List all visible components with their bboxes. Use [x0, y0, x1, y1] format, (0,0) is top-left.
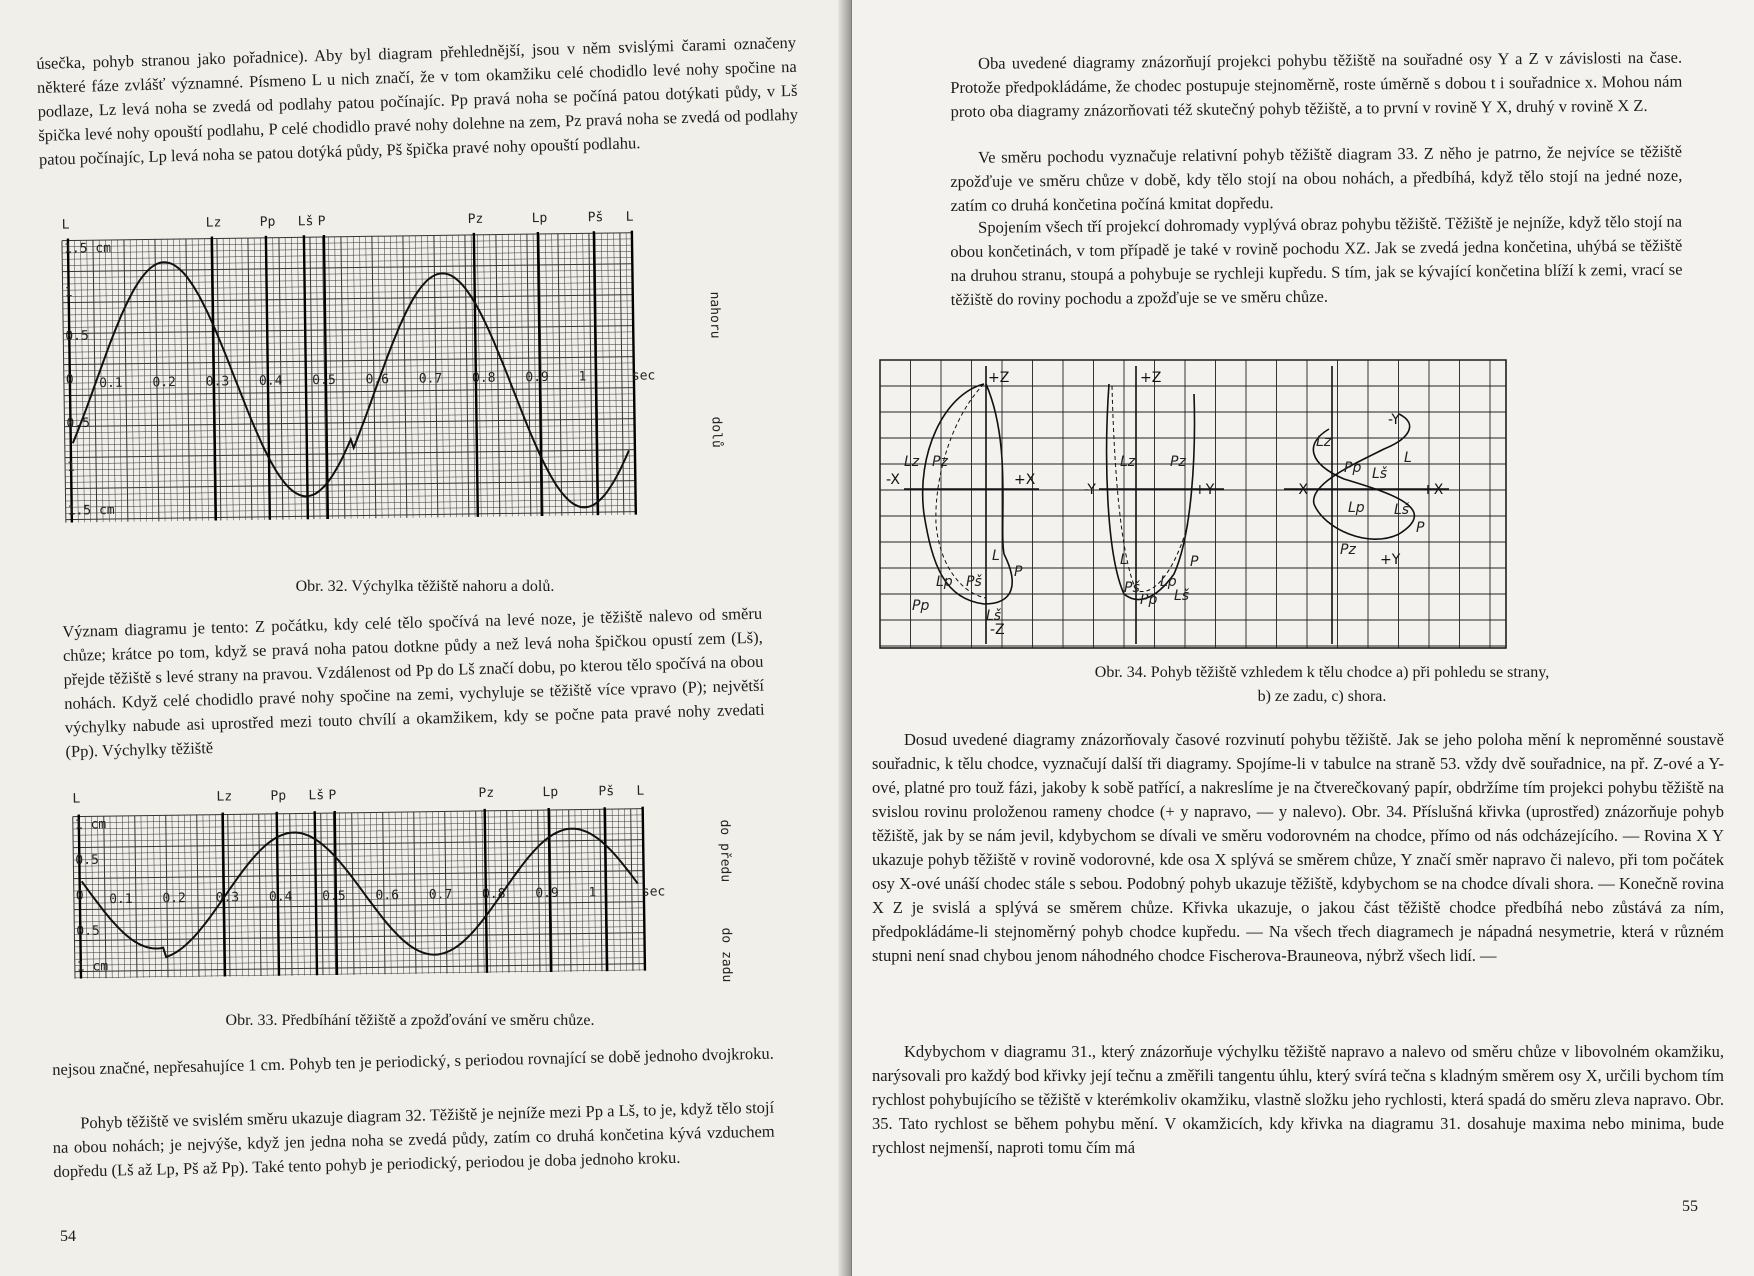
grid-line	[618, 809, 620, 971]
y-tick-label: 1.5 cm	[63, 240, 112, 257]
fig34-a-label-5: Lz	[904, 454, 920, 470]
side-label-forward: do předu	[716, 819, 733, 883]
grid-line	[87, 240, 91, 522]
grid-line	[564, 234, 568, 516]
x-tick-label: 1	[578, 369, 587, 385]
grid-line	[420, 812, 422, 974]
x-tick-label: 0.6	[375, 888, 400, 904]
figure-34-center-of-mass-paths	[874, 354, 1514, 654]
grid-line	[248, 238, 252, 520]
x-tick-label: 1	[588, 885, 597, 901]
fig34-a-label-12: L	[992, 548, 1000, 564]
x-tick-label: 0.3	[205, 374, 230, 390]
grid-line	[254, 238, 258, 520]
grid-line	[153, 816, 155, 978]
right-page	[852, 0, 1754, 1276]
x-tick-label: 0.8	[471, 370, 496, 386]
fig34-b-label-11: L	[1120, 552, 1128, 568]
x-tick-label: 0.9	[525, 369, 549, 386]
grid-line	[496, 235, 500, 517]
grid-line	[397, 236, 401, 518]
grid-line	[446, 235, 450, 517]
side-label-up: nahoru	[706, 291, 723, 339]
phase-label: Pš	[598, 784, 615, 800]
grid-line	[296, 814, 298, 976]
grid-line	[581, 810, 583, 972]
fig34-b-label-10: P	[1190, 554, 1199, 570]
y-tick-label: 0.5	[66, 415, 91, 432]
phase-label: L	[636, 784, 645, 799]
paragraph-vertical-motion: Pohyb těžiště ve svislém směru ukazuje diagram 32. Těžiště je nejníže mezi Pp a Lš, to je, když tělo stojí na obou nohách; je nejvýše, když jen jedna noha se zvedá půdy, zatím co druhá končetina kývá vzduchem dopředu (Lš až Lp, Pš až Pp). Také tento pohyb je periodický, periodou je doba jednoho kroku.	[52, 1097, 775, 1181]
side-label-down: dolů	[708, 416, 724, 448]
phase-label: L	[72, 791, 81, 807]
phase-label: Lš	[297, 214, 314, 230]
grid-line	[192, 239, 196, 521]
grid-line	[465, 235, 469, 517]
grid-line	[563, 810, 565, 972]
y-tick-label: 1	[64, 285, 73, 301]
figure-32-caption: Obr. 32. Výchylka těžiště nahoru a dolů.	[295, 578, 555, 595]
grid-line	[600, 809, 602, 971]
grid-line	[408, 812, 410, 974]
grid-line	[85, 816, 87, 978]
figure-33-forward-lag	[66, 784, 756, 1016]
phase-label: Lp	[531, 210, 548, 227]
grid-line	[358, 813, 360, 975]
x-tick-label: 0.4	[258, 373, 283, 389]
fig34-b-label-8: Pp	[1140, 592, 1158, 608]
y-tick-label: 1 cm	[74, 817, 107, 833]
grid-line	[401, 812, 403, 974]
fig34-c-label-6: Pp	[1344, 460, 1362, 476]
grid-line	[614, 233, 618, 515]
grid-line	[459, 235, 463, 517]
grid-line	[370, 812, 372, 974]
grid-line	[558, 234, 562, 516]
y-tick-label: 1	[67, 459, 76, 475]
x-tick-label: 0.6	[365, 372, 390, 388]
x-tick-label: 0.2	[162, 891, 187, 907]
phase-label: Pp	[259, 214, 276, 230]
fig34-c-label-5: Lz	[1316, 434, 1332, 450]
fig34-c-label-11: P	[1416, 520, 1425, 536]
phase-label: L	[61, 217, 70, 233]
x-tick-label: 0.9	[535, 885, 559, 902]
paragraph-3: Spojením všech tří projekcí dohromady vyplývá obraz pohybu těžiště. Těžiště je nejníže, když tělo stojí na obou končetinách, v tom případě je také v rovině pochodu XZ. Jak se zvedá jedna končetina, uhýbá se těžiště na druhou stranu, stoupá a pohybuje se rychleji kupředu. S tím, jak se kývající končetina blíží k zemi, vrací se těžiště do roviny pochodu a zpožďuje se ve směru chůze.	[950, 211, 1683, 309]
grid-line	[229, 238, 233, 520]
fig34-a-label-4: -Z	[990, 622, 1005, 638]
phase-label: L	[625, 209, 634, 225]
y-tick-label: 0.5	[76, 923, 100, 940]
paragraph-meaning: Význam diagramu je tento: Z počátku, kdy celé tělo spočívá na levé noze, je těžiště nalevo od směru chůze; krátce po tom, když se pravá noha patou dotkne půdy a než levá noha špičkou opustí zem (Lš), přejde těžiště s levé strany na pravou. Vzdálenost od Pp do Lš značí dobu, po kterou tělo spočívá na obou nohách. Když celé chodidlo pravé nohy spočine na zemi, vychyluje se těžiště více vpravo (P); největší výchylky nabude asi uprostřed mezi touto chvílí a okamžikem, kdy se počne pata pravé nohy zvedati (Pp). Výchylky těžiště	[62, 603, 765, 761]
grid-line	[197, 815, 199, 977]
grid-line	[253, 814, 255, 976]
y-tick-label: 0.5	[75, 852, 99, 869]
phase-label: P	[328, 787, 337, 804]
y-tick-label: 0	[75, 888, 84, 904]
figure-32-vertical-displacement	[56, 206, 746, 576]
grid-line	[74, 240, 78, 522]
grid-line	[575, 810, 577, 972]
grid-line	[285, 238, 289, 520]
grid-line	[209, 815, 211, 977]
grid-line	[147, 816, 149, 978]
grid-line	[135, 816, 137, 978]
grid-line	[259, 814, 261, 976]
grid-line	[626, 233, 630, 515]
fig34-c-label-7: Lš	[1372, 466, 1388, 482]
figure-34-caption-1: Obr. 34. Pohyb těžiště vzhledem k tělu chodce a) při pohledu se strany,	[1094, 664, 1550, 681]
grid-line	[198, 239, 202, 521]
fig34-a-label-6: Pz	[932, 454, 948, 470]
grid-line	[476, 811, 478, 973]
x-tick-label: 0.3	[215, 890, 240, 906]
panel-b-back-view	[1099, 366, 1224, 644]
grid-line	[360, 236, 364, 518]
fig34-b-label-9: Lš	[1174, 588, 1190, 604]
fig34-c-label-9: Lp	[1348, 500, 1365, 516]
grid-line	[73, 817, 75, 979]
fig34-c-label-2: -X	[1294, 482, 1308, 498]
grid-line	[347, 237, 351, 519]
side-label-backward: do zadu	[718, 927, 735, 983]
page-number-right: 55	[1682, 1198, 1698, 1215]
figure-34-caption-2: b) ze zadu, c) shora.	[1257, 688, 1387, 705]
grid-line	[513, 810, 515, 972]
fig34-a-label-2: -X	[886, 472, 900, 488]
paragraph-4: Dosud uvedené diagramy znázorňovaly časové rozvinutí pohybu těžiště. Jak se jeho poloha mění k neproměnné soustavě souřadnic, k tělu chodce, vyznačují další tři diagramy. Spojíme-li v tabulce na straně 53. vždy dvě souřadnice, na př. Z-ové a Y-ové, platné pro touž fázi, jakoby k sobě patřící, a nakreslíme je na čtverečkovaný papír, obdržíme tím projekci pohybu těžiště na svislou rovinu proloženou rameny chodce (+ y napravo, — y nalevo). Obr. 34. Příslušná křivka (uprostřed) znázorňuje pohyb těžiště, jak by se nám jevil, kdybychom se dívali ve směru vodorovném na chodce, přímo od nás odcházejícího. — Rovina X Y ukazuje pohyb těžiště v rovině vodorovné, kde osa X splývá se směrem chůze, Y značí směr napravo či nalevo, při tom počátek osy X-ové unáší chodec stále s sebou. Podobný pohyb ukazuje těžiště, kdybychom se na chodce dívali shora. — Konečně rovina X Z je svislá a splývá se směrem chůze. Křivka ukazuje, o jakou část těžiště chodce předbíhá nebo zůstává za ním, předpokládáme-li stejnoměrný pohyb chodce kupředu. — Na všech třech diagramech je nápadná nesymetrie, která v různém stupni není snad chybou jenom náhodného chodce Fischerova-Brauneova, nýbrž všech lidí. —	[872, 730, 1724, 965]
panel-c-top-view	[1284, 366, 1449, 644]
grid-line	[141, 816, 143, 978]
x-tick-label: 0.1	[99, 375, 123, 392]
phase-label: Lz	[205, 215, 222, 231]
grid-line	[612, 809, 614, 971]
grid-line	[601, 233, 605, 515]
phase-label: Pz	[467, 211, 484, 227]
phase-line	[605, 807, 607, 971]
fig34-b-label-6: Lp	[1160, 574, 1177, 590]
fig34-a-label-1: +Z	[988, 370, 1010, 386]
fig34-a-label-8: Pš	[966, 574, 982, 590]
grid-line	[514, 234, 518, 516]
y-tick-label: 0.5	[65, 328, 89, 344]
fig34-a-label-9: Lš	[986, 608, 1002, 624]
fig34-b-label-2: -Y	[1084, 482, 1096, 498]
x-tick-label: 0.7	[428, 887, 453, 903]
fig34-b-label-7: Pš	[1124, 580, 1140, 596]
grid-line	[191, 815, 193, 977]
phase-line	[315, 811, 317, 975]
phase-label: Pz	[478, 785, 495, 801]
fig34-c-label-3: +X	[1422, 482, 1444, 498]
fig34-a-label-11: Pp	[912, 598, 930, 614]
grid-line	[607, 233, 611, 515]
y-tick-label: 0	[65, 372, 74, 388]
grid-line	[124, 240, 128, 522]
grid-line	[569, 810, 571, 972]
grid-line	[637, 809, 639, 971]
x-tick-label: 0.8	[481, 886, 506, 902]
x-tick-label: 0.2	[152, 375, 177, 391]
grid-line	[525, 810, 527, 972]
grid-line	[298, 237, 302, 519]
grid-line	[240, 814, 242, 976]
grid-line	[242, 238, 246, 520]
fig34-b-label-1: +Z	[1140, 370, 1162, 386]
phase-label: Lš	[308, 788, 325, 804]
fig34-a-label-3: +X	[1014, 472, 1036, 488]
phase-line	[304, 235, 308, 519]
phase-label: Lz	[216, 789, 233, 805]
grid-line	[457, 811, 459, 973]
grid-line	[391, 236, 395, 518]
y-tick-label: 1 cm	[76, 959, 109, 975]
grid-line	[291, 237, 295, 519]
x-tick-label: 0.1	[109, 891, 133, 908]
paragraph-periodic: nejsou značné, nepřesahujíce 1 cm. Pohyb ten je periodický, s periodou rovnající se době jednoho dvojkroku.	[52, 1043, 774, 1079]
grid-line	[98, 816, 100, 978]
page-number-left: 54	[60, 1228, 76, 1245]
paragraph-2: Ve směru pochodu vyznačuje relativní pohyb těžiště diagram 33. Z něho je patrno, že nejvíce se těžiště zpožďuje ve směru chůze v době, kdy tělo stojí na obou nohách, a předbíhá, když tělo stojí na jedné noze, zatím co druhá končetina počíná kmitat dopředu.	[950, 141, 1683, 215]
fig34-c-label-1: -Y	[1388, 412, 1400, 428]
phase-label: Pš	[587, 210, 604, 226]
fig34-c-label-10: Lš	[1394, 502, 1410, 518]
fig34-c-label-12: Pz	[1340, 542, 1356, 558]
phase-label: P	[317, 213, 326, 230]
grid-line	[624, 809, 626, 971]
y-tick-label: 1.5 cm	[67, 502, 115, 519]
x-tick-label: 0.5	[312, 372, 336, 389]
grid-line	[203, 815, 205, 977]
grid-line	[521, 234, 525, 516]
left-page	[0, 0, 852, 1276]
fig34-b-label-5: Pz	[1170, 454, 1186, 470]
fig34-c-label-4: +Y	[1380, 552, 1401, 568]
grid-line	[346, 813, 348, 975]
grid-line	[302, 813, 304, 975]
grid-line	[341, 237, 345, 519]
grid-line	[589, 233, 593, 515]
grid-line	[180, 239, 184, 521]
grid-line	[532, 810, 534, 972]
fig34-c-label-8: L	[1404, 450, 1412, 466]
x-tick-label: sec	[641, 884, 666, 900]
grid-line	[403, 236, 407, 518]
phase-label: Lp	[542, 784, 559, 801]
fig34-a-label-7: Lp	[936, 574, 953, 590]
grid-line	[463, 811, 465, 973]
x-tick-label: 0.7	[418, 371, 443, 387]
grid-line	[308, 813, 310, 975]
grid-line	[570, 234, 574, 516]
fig34-a-label-10: P	[1014, 564, 1023, 580]
phase-label: Pp	[270, 788, 287, 804]
grid-line	[353, 237, 357, 519]
grid-line	[508, 234, 512, 516]
grid-line	[620, 233, 624, 515]
grid-line	[519, 810, 521, 972]
fig34-b-label-3: +Y	[1194, 482, 1215, 498]
grid-line	[470, 811, 472, 973]
grid-line	[409, 236, 413, 518]
grid-line	[143, 240, 147, 522]
paragraph-5: Kdybychom v diagramu 31., který znázorňuje výchylku těžiště napravo a nalevo od směru chůze v libovolném okamžiku, narýsovali pro každý bod křivky její tečnu a změřili tangentu úhlu, který svírá tečna s kladným směrem osy X, určili bychom tím rychlost pohybujícího se těžiště v kterémkoliv okamžiku, vlastně složku jeho rychlosti, která spadá do směru zleva napravo. Obr. 35. Tato rychlost se během pohybu mění. V okamžicích, kdy křivka na diagramu 31. dosahuje maxima nebo minima, bude rychlost nejmenší, naproti tomu čím má	[872, 1042, 1724, 1157]
grid-line	[104, 816, 106, 978]
grid-line	[502, 235, 506, 517]
grid-line	[81, 240, 85, 522]
x-tick-label: 0.4	[268, 889, 293, 905]
fig34-b-label-4: Lz	[1120, 454, 1136, 470]
figure-33-caption: Obr. 33. Předbíhání těžiště a zpožďování ve směru chůze.	[225, 1012, 595, 1029]
x-tick-label: sec	[631, 368, 656, 384]
grid-line	[265, 814, 267, 976]
grid-line	[246, 814, 248, 976]
grid-line	[352, 813, 354, 975]
grid-line	[130, 240, 134, 522]
grid-line	[631, 809, 633, 971]
grid-line	[507, 811, 509, 973]
grid-line	[552, 234, 556, 516]
paragraph-intro: úsečka, pohyb stranou jako pořadnice). Aby byl diagram přehlednější, jsou v něm svislými čarami označeny některé fáze zvlášť významné. Písmeno L u nich značí, že v tom okamžiku celé chodidlo levé nohy spočine na podlaze, Lz levá noha se zvedá od podlahy patou počínajíc. Pp pravá noha se počíná patou dotýkati půdy, v Lš špička levé nohy opouští podlahu, P celé chodidlo pravé nohy dolehne na zem, Pz pravá noha se zvedá od podlahy patou počínajíc, Lp levá noha se patou dotýká půdy, Pš špička pravé nohy opouští podlahu.	[36, 32, 799, 169]
paragraph-1: Oba uvedené diagramy znázorňují projekci pohybu těžiště na souřadné osy Y a Z v závislosti na čase. Protože předpokládáme, že chodec postupuje stejnoměrně, roste úměrně s dobou t i souřadnice x. Mohou nám proto oba diagramy znázorňovati též skutečný pohyb těžiště, a to první v rovině Y X, druhý v rovině X Z.	[950, 47, 1683, 121]
x-tick-label: 0.5	[322, 888, 346, 905]
